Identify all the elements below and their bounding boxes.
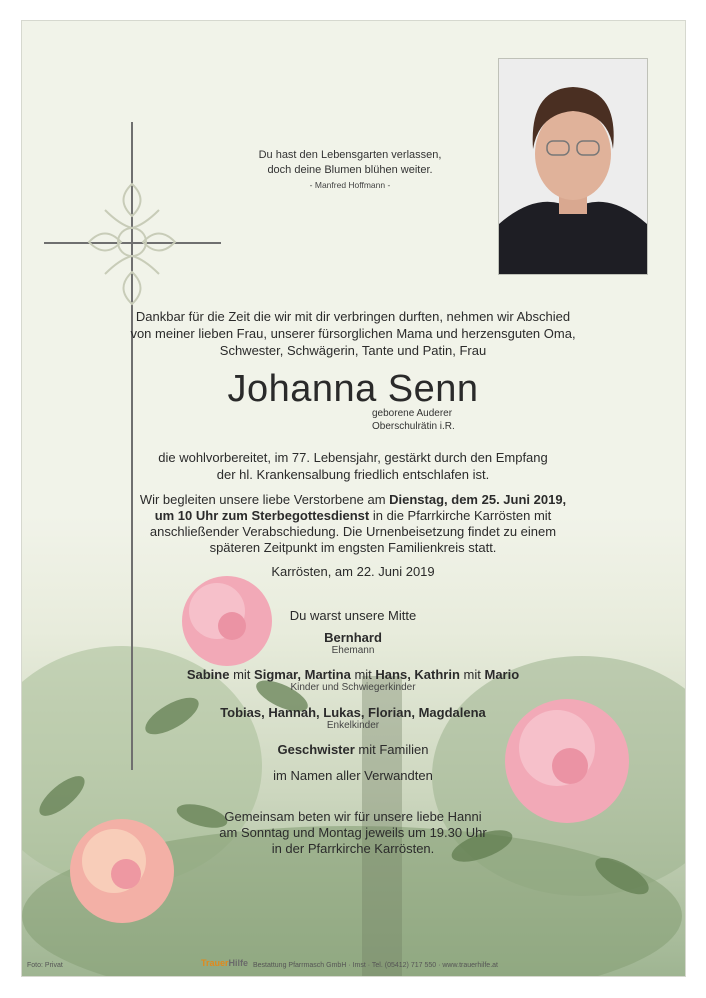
passing-line: der hl. Krankensalbung friedlich entschlafen ist. [216,467,490,482]
prayer-line: in der Pfarrkirche Karrösten. [271,841,435,856]
children-relation: Kinder und Schwiegerkinder [290,682,416,693]
cross-ornament [85,180,179,308]
grandchildren-relation: Enkelkinder [326,720,380,731]
footer [21,956,684,976]
footer-contact: Bestattung Pfarrmasch GmbH · Imst · Tel. (05412) 717 550 · www.trauerhilfe.at [253,962,498,969]
child-name: Mario [484,667,520,682]
job-title: Oberschulrätin i.R. [372,421,455,432]
connector: mit [350,667,376,682]
portrait-image [499,59,647,274]
intro-text [0,308,706,359]
service-line: späteren Zeitpunkt im engsten Familienkreis statt. [209,540,497,555]
child-name: Sigmar, Martina [254,667,351,682]
family-husband [0,630,706,656]
service-text-part: Wir begleiten unsere liebe Verstorbene am [139,492,390,507]
quote-block [230,148,470,193]
portrait-photo [498,58,648,275]
intro-line: von meiner lieben Frau, unserer fürsorglichen Mama und herzensguten Oma, [130,326,576,341]
deceased-name: Johanna Senn [227,368,479,410]
child-name: Hans, Kathrin [375,667,460,682]
husband-relation: Ehemann [331,645,375,656]
logo-part: Hilfe [228,958,249,968]
brand-logo [201,958,248,968]
quote-line: Du hast den Lebensgarten verlassen, [258,149,442,161]
passing-line: die wohlvorbereitet, im 77. Lebensjahr, gestärkt durch den Empfang [158,450,548,465]
service-text-part: in die Pfarrkirche Karrösten mit [369,508,552,523]
connector: mit [459,667,485,682]
prayer-text [0,809,706,857]
intro-line: Dankbar für die Zeit die wir mit dir verbringen durften, nehmen wir Abschied [135,309,571,324]
service-date: Dienstag, dem 25. Juni 2019, [389,492,567,507]
siblings-label: Geschwister [277,742,355,757]
family-children [0,667,706,693]
service-line [0,492,706,508]
service-line: anschließender Verabschiedung. Die Urnenbeisetzung findet zu einem [149,524,557,539]
service-line [0,508,706,524]
husband-name: Bernhard [324,630,382,645]
service-time: um 10 Uhr zum Sterbegottesdienst [154,508,370,523]
passing-text [0,449,706,483]
family-grandchildren [0,705,706,731]
photo-credit: Foto: Privat [27,962,63,969]
birth-name: geborene Auderer [372,408,453,419]
siblings-suffix: mit Familien [354,742,429,757]
logo-part: Trauer [201,958,229,968]
deceased-info [372,407,455,433]
quote-line: doch deine Blumen blühen weiter. [267,164,433,176]
child-name: Sabine [186,667,230,682]
grandchildren-names: Tobias, Hannah, Lukas, Florian, Magdalena [220,705,486,720]
prayer-line: Gemeinsam beten wir für unsere liebe Hanni [224,809,482,824]
service-text [0,492,706,556]
connector: mit [229,667,255,682]
relatives-line: im Namen aller Verwandten [273,768,433,783]
quote-author: - Manfred Hoffmann - [309,180,391,190]
mourners-heading: Du warst unsere Mitte [289,608,417,623]
intro-line: Schwester, Schwägerin, Tante und Patin, Frau [219,343,487,358]
family-siblings [0,742,706,757]
place-date: Karrösten, am 22. Juni 2019 [271,564,435,579]
prayer-line: am Sonntag und Montag jeweils um 19.30 Uhr [219,825,487,840]
